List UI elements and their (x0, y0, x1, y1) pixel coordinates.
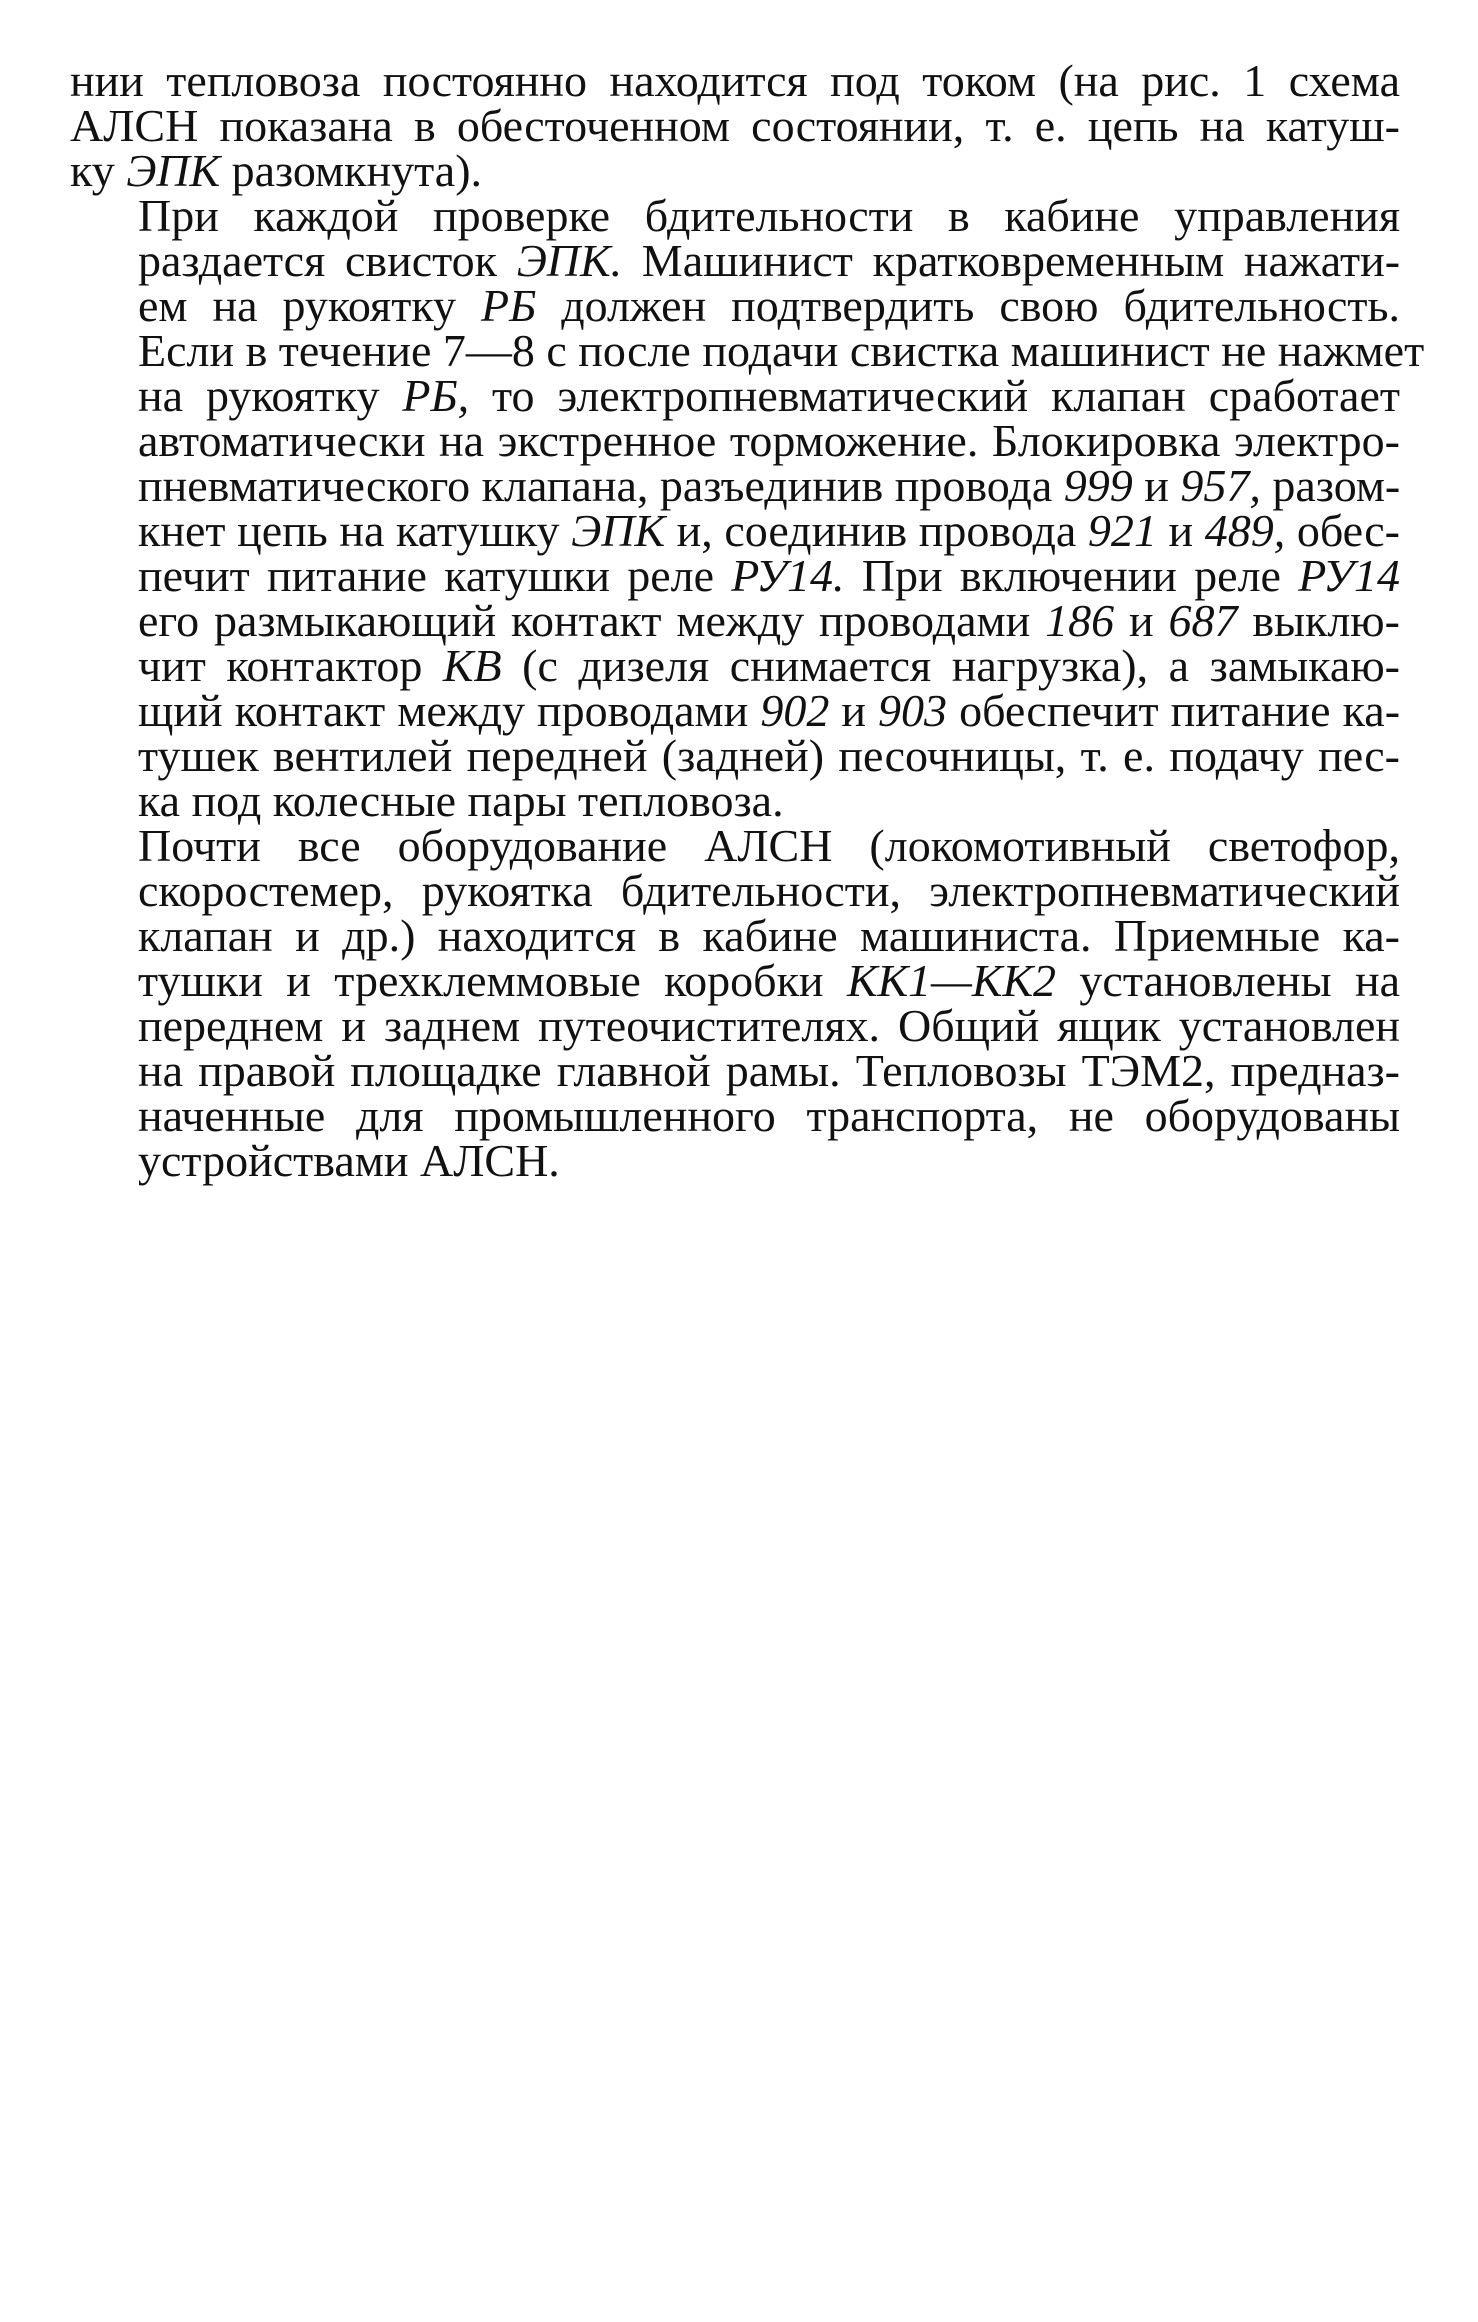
text-run: печит питание катушки реле (138, 550, 732, 601)
text-run: и, соединив провода (665, 505, 1088, 556)
text-run: его размыкающий контакт между проводами (138, 595, 1046, 646)
text-run: то электропневматический клапан сработает (469, 370, 1400, 421)
text-run: устройствами АЛСН. (138, 1135, 560, 1186)
text-run: наченные для промышленного транспорта, не оборудованы (138, 1090, 1400, 1141)
italic-term: ЭПК. (516, 235, 623, 286)
text-line (70, 1000, 1400, 1051)
text-run: пневматического клапана, разъединив провода (138, 460, 1064, 511)
italic-term: ЭПК (571, 505, 666, 556)
italic-term: 999 (1063, 460, 1133, 511)
italic-term: 903 (878, 685, 948, 736)
text-line (70, 550, 1400, 601)
text-run: нии тепловоза постоянно находится под током (на рис. 1 схема (70, 55, 1400, 106)
text-line (70, 190, 1400, 241)
text-line (70, 55, 1400, 106)
text-line (70, 325, 1425, 376)
text-line (70, 775, 1400, 826)
text-run: ка под колесные пары тепловоза. (138, 775, 784, 826)
text-line (70, 595, 1400, 646)
text-run: переднем и заднем путеочистителях. Общий ящик установлен (138, 1000, 1400, 1051)
paragraph (70, 190, 1425, 826)
text-run: тушки и трехклеммовые коробки (138, 955, 847, 1006)
text-run: АЛСН показана в обесточенном состоянии, т. е. цепь на катуш- (70, 100, 1400, 151)
text-line (70, 1090, 1400, 1141)
text-run: щий контакт между проводами (138, 685, 761, 736)
text-run: и (829, 685, 879, 736)
paragraph (70, 55, 1400, 196)
text-run: Если в течение 7—8 с после подачи свистка машинист не нажмет (138, 325, 1425, 376)
italic-term: 186 (1045, 595, 1115, 646)
text-run: скоростемер, рукоятка бдительности, электропневматический (138, 865, 1400, 916)
text-run: разомкнута). (220, 145, 483, 196)
italic-term: КК1—КК2 (846, 955, 1057, 1006)
italic-term: 687 (1168, 595, 1238, 646)
text-run: При включении реле (844, 550, 1299, 601)
text-run: и (1132, 460, 1181, 511)
text-line (70, 730, 1400, 781)
italic-term: 921 (1087, 505, 1157, 556)
italic-term: ЭПК (126, 145, 221, 196)
text-line (70, 280, 1400, 331)
text-line (70, 1045, 1400, 1096)
text-run: на правой площадке главной рамы. Тепловозы ТЭМ2, предназ- (138, 1045, 1400, 1096)
text-line (70, 370, 1400, 421)
text-run: (с дизеля снимается нагрузка), а замыкаю- (501, 640, 1400, 691)
text-line (70, 145, 1400, 196)
text-run: При каждой проверке бдительности в кабине управления (138, 190, 1400, 241)
italic-term: 957, (1180, 460, 1261, 511)
text-line (70, 505, 1400, 556)
text-run: Почти все оборудование АЛСН (локомотивный светофор, (138, 820, 1400, 871)
text-line (70, 460, 1401, 511)
text-line (70, 235, 1401, 286)
text-run: установлены на (1056, 955, 1400, 1006)
text-run: автоматически на экстренное торможение. Блокировка электро- (138, 415, 1400, 466)
text-run: на рукоятку (138, 370, 403, 421)
italic-term: КВ (442, 640, 502, 691)
text-run: обес- (1285, 505, 1400, 556)
text-line (70, 865, 1400, 916)
text-run: и (1156, 505, 1205, 556)
text-run: ку (70, 145, 127, 196)
italic-term: РУ14 (1298, 550, 1400, 601)
text-run: выклю- (1237, 595, 1400, 646)
italic-term: 902 (760, 685, 830, 736)
text-run: ем на рукоятку (138, 280, 482, 331)
text-run: клапан и др.) находится в кабине машиниста. Приемные ка- (138, 910, 1400, 961)
italic-term: 489, (1204, 505, 1286, 556)
text-line (70, 685, 1401, 736)
text-run: раздается свисток (138, 235, 517, 286)
text-line (70, 640, 1400, 691)
italic-term: РБ (481, 280, 537, 331)
text-line (70, 1135, 1400, 1186)
page-text (70, 55, 1425, 1186)
text-line (70, 910, 1400, 961)
paragraph (70, 820, 1400, 1186)
text-run: тушек вентилей передней (задней) песочницы, т. е. подачу пес- (138, 730, 1400, 781)
text-line (70, 100, 1400, 151)
text-run: кнет цепь на катушку (138, 505, 572, 556)
text-run: чит контактор (138, 640, 443, 691)
text-run: обеспечит питание ка- (947, 685, 1401, 736)
text-line (70, 820, 1400, 871)
text-line (70, 415, 1400, 466)
text-line (70, 955, 1400, 1006)
italic-term: РУ14. (731, 550, 845, 601)
text-run: разом- (1260, 460, 1401, 511)
text-run: и (1114, 595, 1169, 646)
text-run: Машинист кратковременным нажати- (622, 235, 1401, 286)
italic-term: РБ, (402, 370, 470, 421)
text-run: должен подтвердить свою бдительность. (536, 280, 1400, 331)
